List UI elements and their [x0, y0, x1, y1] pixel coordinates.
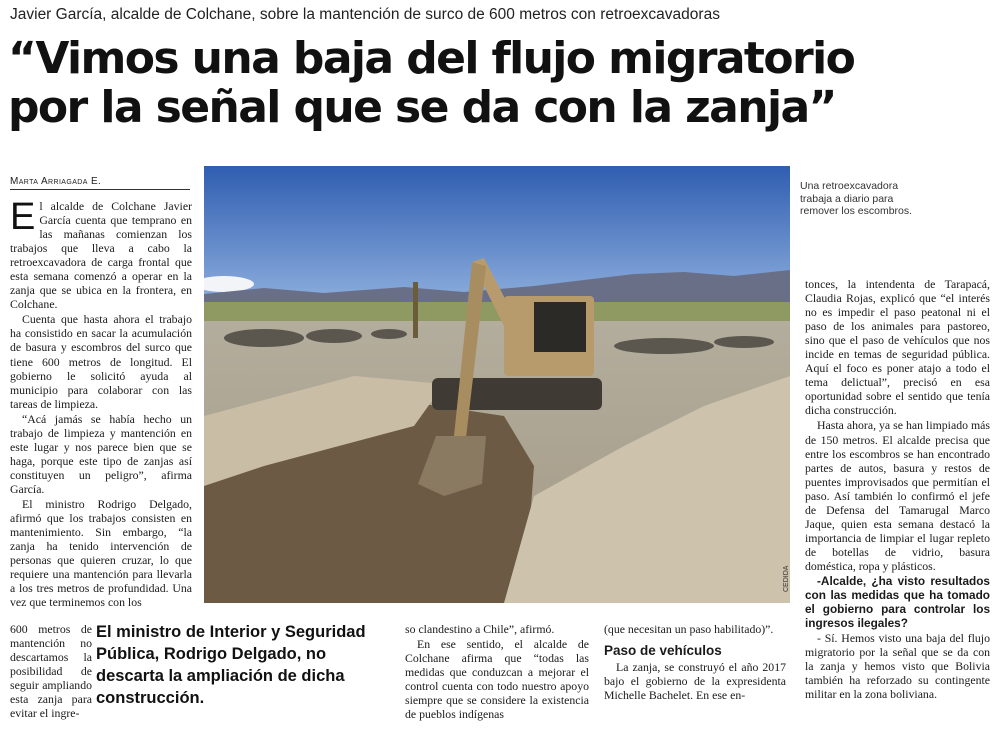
- column-1-continuation: 600 metros de mantención no descartamos la posibilidad de seguir ampliando esta zanja para evitar el ingre-: [10, 622, 92, 721]
- column-4: [604, 622, 786, 702]
- interview-question: -Alcalde, ¿ha visto resultados con las medidas que ha tomado el gobierno para controlar los ingresos ilegales?: [805, 573, 990, 631]
- photo-credit: CEDIDA: [783, 565, 790, 592]
- drop-cap: E: [10, 196, 36, 238]
- col4-paragraph-1: (que necesitan un paso habilitado)”.: [604, 622, 774, 636]
- headline: [8, 34, 993, 132]
- subhead-paso-de-vehiculos: Paso de vehículos: [604, 643, 722, 659]
- paragraph-3: “Acá jamás se había hecho un trabajo de limpieza y mantención en este lugar y nos parece bien que se haga, porque este tipo de zanjas así constituyen un peligro”, afirma García.: [10, 411, 192, 496]
- interview-answer: - Sí. Hemos visto una baja del flujo migratorio por la señal que se da con la zanja y hemos visto que Bolivia también ha reforzado su contingente militar en la zona boliviana.: [805, 631, 990, 702]
- excavator-photo-illustration: [204, 166, 790, 603]
- headline-line-2: por la señal que se da con la zanja”: [8, 82, 836, 133]
- column-5: [805, 277, 990, 701]
- byline: Marta Arriagada E.: [10, 176, 190, 190]
- col3-paragraph-2: En ese sentido, el alcalde de Colchane afirma que “todas las medidas que conduzcan a mejorar el control cuenta con todo nuestro apoyo siempre que se considere la existencia de pueblos indígenas: [405, 637, 589, 722]
- article-photo: [204, 166, 790, 603]
- column-3: [405, 622, 589, 721]
- paragraph-1-text: l alcalde de Colchane Javier García cuenta que temprano en las mañanas comienzan los trabajos que lleva a cabo la retroexcavadora de carga frontal que esta semana comenzó a operar en la zanja que se ubica en la frontera, en Colchane.: [10, 199, 192, 312]
- col3-paragraph-1: so clandestino a Chile”, afirmó.: [405, 622, 555, 636]
- col4-paragraph-2: La zanja, se construyó el año 2017 bajo el gobierno de la expresidenta Michelle Bachelet. En ese en-: [604, 660, 786, 703]
- paragraph-1: [10, 196, 192, 312]
- headline-line-1: “Vimos una baja del flujo migratorio: [8, 33, 855, 84]
- post: [413, 282, 418, 338]
- paragraph-4: El ministro Rodrigo Delgado, afirmó que los trabajos consisten en mantenimiento. Sin embargo, “la zanja ha tenido intervención de personas que quieren cruzar, lo que requiere una mantención para llevarla a los tres metros de profundidad. Una vez que terminemos con los: [10, 496, 192, 610]
- col5-paragraph-1: tonces, la intendenta de Tarapacá, Claudia Rojas, explicó que “el interés no es impedir el paso peatonal ni el paso de los animales para pastoreo, sino que el paso de vehículos que nos incide en temas de seguridad pública. Aquí el foco es poner atajo a todo el tema delictual”, precisó en esa oportunidad sobre el sentido que tenía dicha construcción.: [805, 277, 990, 418]
- kicker: Javier García, alcalde de Colchane, sobre la mantención de surco de 600 metros con retroexcavadoras: [10, 6, 720, 23]
- col5-paragraph-2: Hasta ahora, ya se han limpiado más de 150 metros. El alcalde precisa que entre los escombros se han encontrado partes de autos, basura y restos de puentes improvisados que permitían el paso. Así también lo confirmó el jefe de Defensa del Tamarugal Marco Jaque, quien esta semana destacó la importancia de limpiar el lugar repleto de botellas de vidrio, basura doméstica, ropa y plásticos.: [805, 418, 990, 573]
- paragraph-2: Cuenta que hasta ahora el trabajo ha consistido en sacar la acumulación de basura y escombros del surco que tiene 600 metros de longitud. El gobierno le solicitó ayuda al municipio para colaborar con las tareas de limpieza.: [10, 312, 192, 411]
- photo-caption: Una retroexcavadora trabaja a diario para remover los escombros.: [800, 180, 913, 217]
- pull-quote: El ministro de Interior y Seguridad Pública, Rodrigo Delgado, no descarta la ampliación de dicha construcción.: [96, 623, 366, 707]
- column-1: [10, 196, 192, 610]
